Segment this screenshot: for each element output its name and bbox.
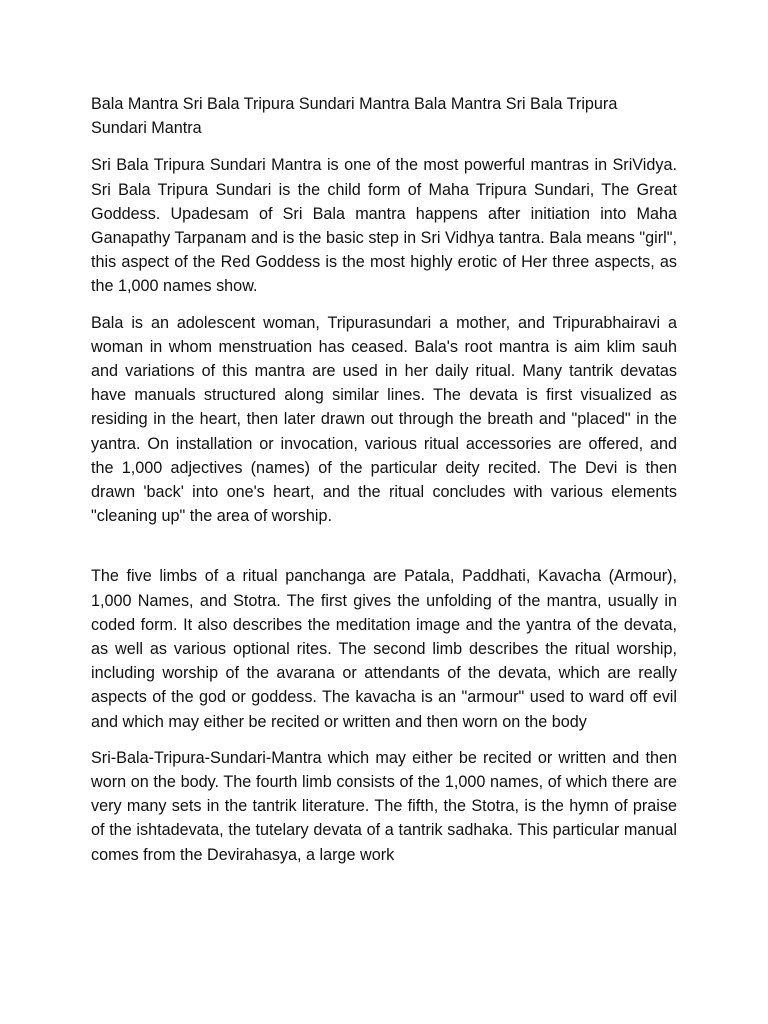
document-title: Bala Mantra Sri Bala Tripura Sundari Mantra Bala Mantra Sri Bala Tripura Sundari Mantra xyxy=(91,95,618,138)
paragraph-intro: Sri Bala Tripura Sundari Mantra is one of the most powerful mantras in SriVidya. Sri Bala Tripura Sundari is the child form of Maha Tripura Sundari, The Great Goddess. Upadesam of Sri Bala mantra happens after initiation into Maha Ganapathy Tarpanam and is the basic step in Sri Vidhya tantra. Bala means "girl", this aspect of the Red Goddess is the most highly erotic of Her three aspects, as the 1,000 names show. xyxy=(91,156,677,296)
paragraph-mantra-limbs: Sri-Bala-Tripura-Sundari-Mantra which may either be recited or written and then worn on the body. The fourth limb consists of the 1,000 names, of which there are very many sets in the tantrik literature. The fifth, the Stotra, is the hymn of praise of the ishtadevata, the tutelary devata of a tantrik sadhaka. This particular manual comes from the Devirahasya, a large work xyxy=(91,748,677,864)
paragraph-five-limbs: The five limbs of a ritual panchanga are Patala, Paddhati, Kavacha (Armour), 1,000 Names, and Stotra. The first gives the unfolding of the mantra, usually in coded form. It also describes the meditation image and the yantra of the devata, as well as various optional rites. The second limb describes the ritual worship, including worship of the avarana or attendants of the devata, which are really aspects of the god or goddess. The kavacha is an "armour" used to ward off evil and which may either be recited or written and then worn on the body xyxy=(91,567,677,731)
paragraph-bala-description: Bala is an adolescent woman, Tripurasundari a mother, and Tripurabhairavi a woman in whom menstruation has ceased. Bala's root mantra is aim klim sauh and variations of this mantra are used in her daily ritual. Many tantrik devatas have manuals structured along similar lines. The devata is first visualized as residing in the heart, then later drawn out through the breath and "placed" in the yantra. On installation or invocation, various ritual accessories are offered, and the 1,000 adjectives (names) of the particular deity recited. The Devi is then drawn 'back' into one's heart, and the ritual concludes with various elements "cleaning up" the area of worship. xyxy=(91,313,677,526)
document-page xyxy=(91,92,677,879)
